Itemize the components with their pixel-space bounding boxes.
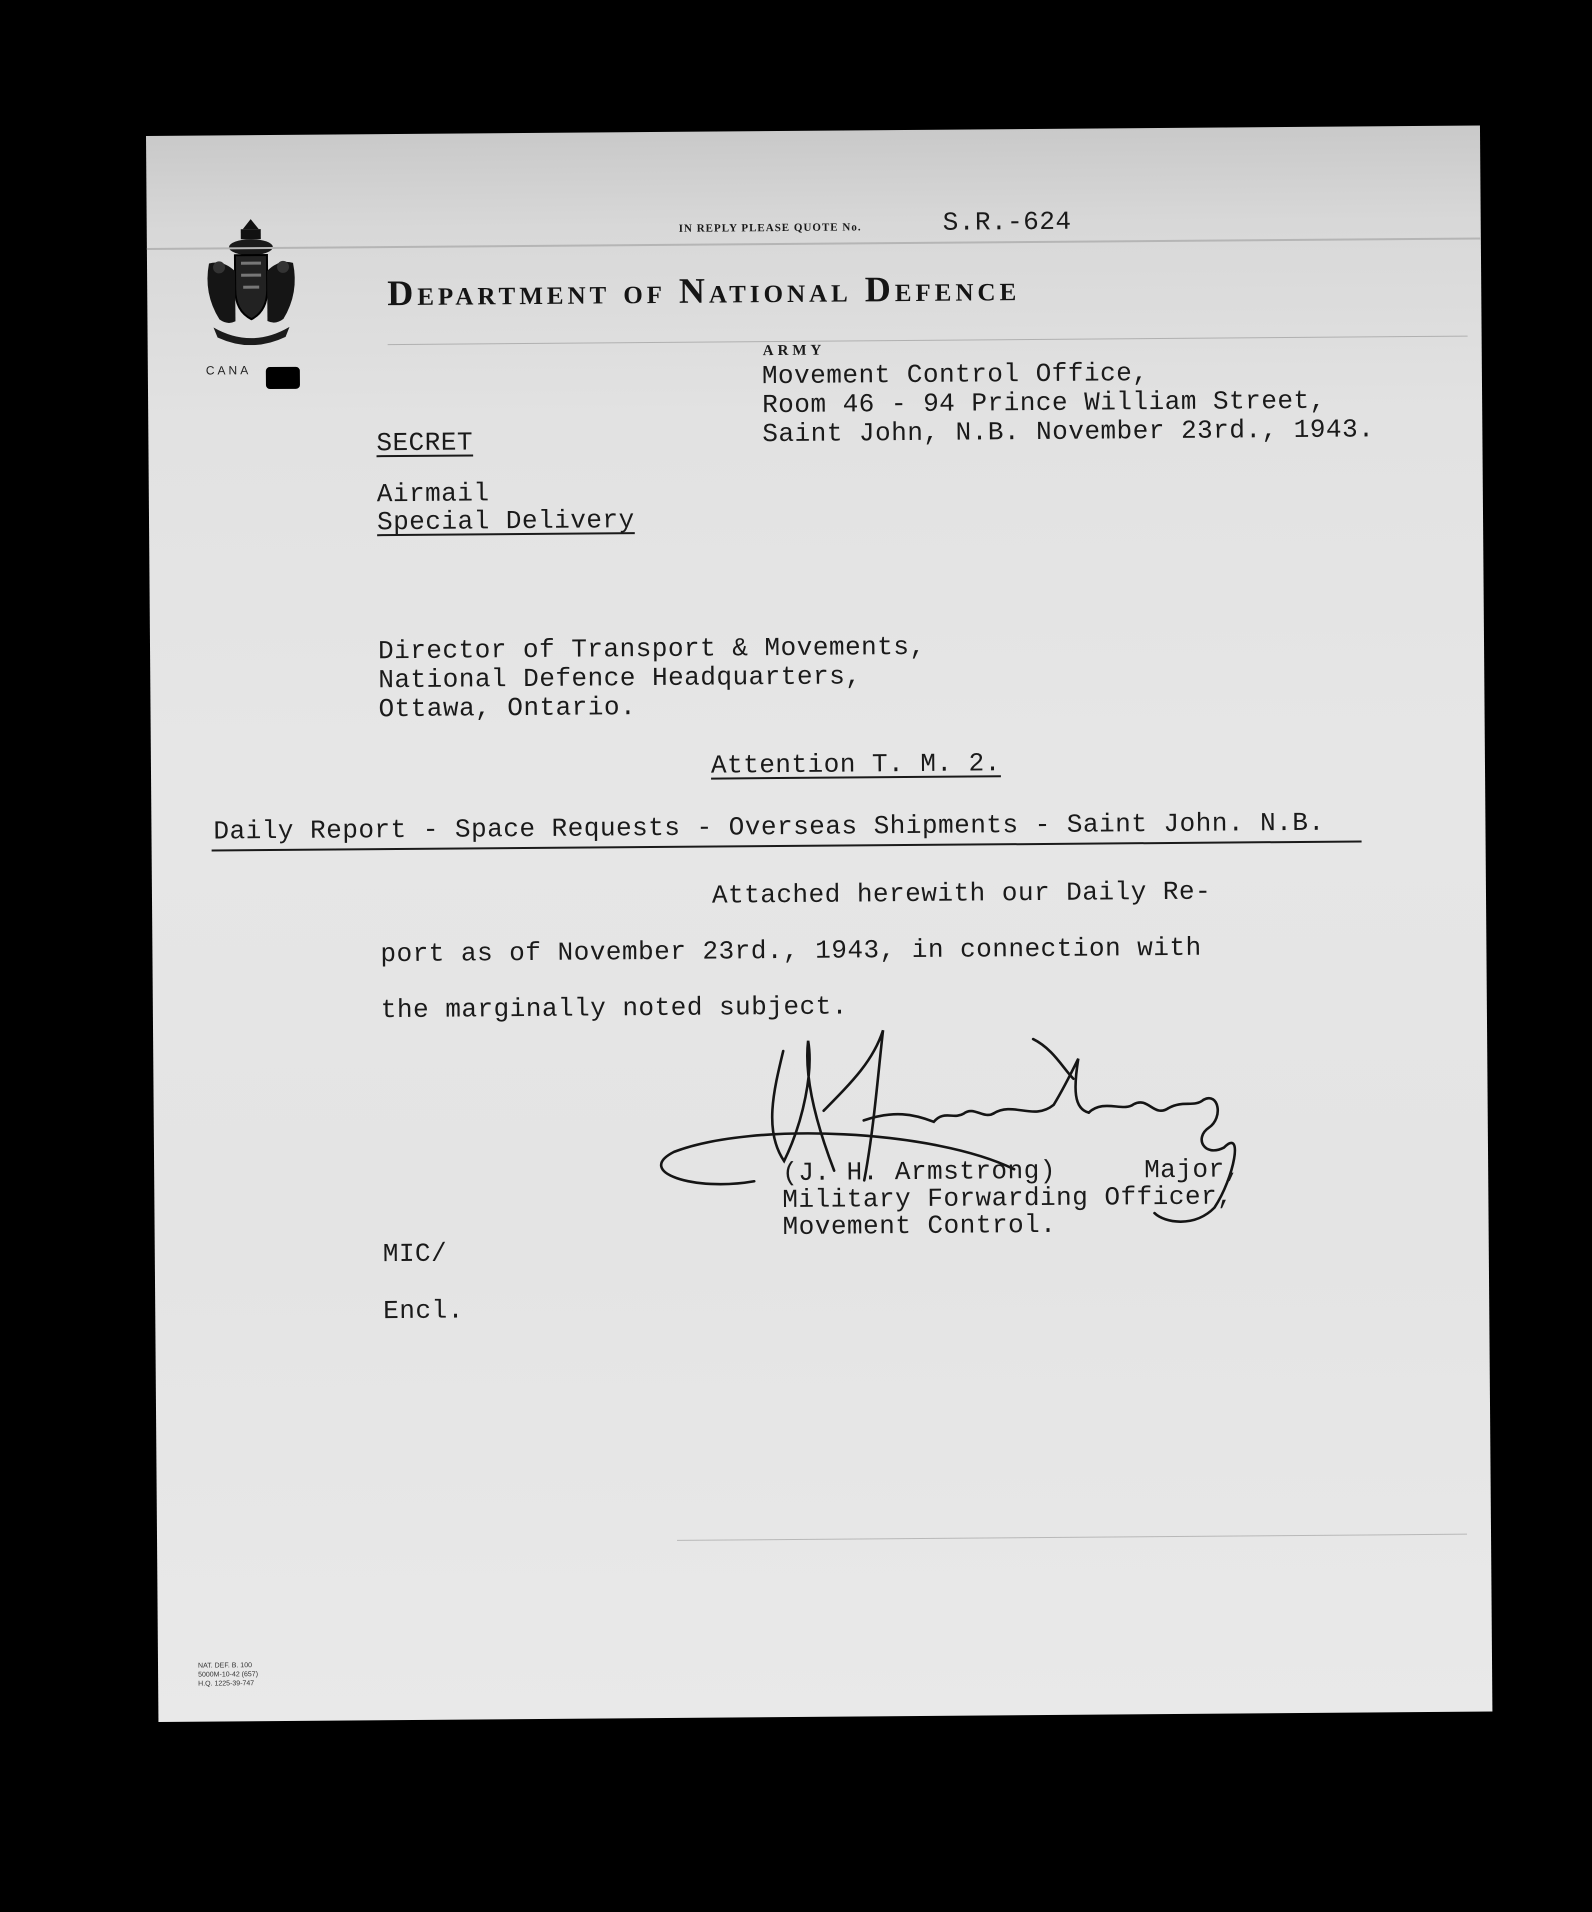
redaction-mark xyxy=(266,367,300,389)
signatory-name: (J. H. Armstrong) xyxy=(782,1155,1057,1189)
header-rule xyxy=(147,238,1481,250)
letter-page xyxy=(146,126,1492,1722)
army-label: ARMY xyxy=(762,342,826,360)
body-line-2: port as of November 23rd., 1943, in connection with xyxy=(380,932,1202,970)
attention-line: Attention T. M. 2. xyxy=(710,748,1001,781)
department-heading: Department of National Defence xyxy=(387,268,1021,314)
body-line-3: the marginally noted subject. xyxy=(380,991,848,1026)
signatory-title-2: Movement Control. xyxy=(782,1209,1057,1243)
office-line-2: Room 46 - 94 Prince William Street, xyxy=(762,385,1326,421)
signatory-title-1: Military Forwarding Officer, xyxy=(782,1181,1234,1216)
body-line-1: Attached herewith our Daily Re- xyxy=(711,876,1212,911)
form-reference: NAT. DEF. B. 100 5000M-10-42 (657) H.Q. 1225-39-747 xyxy=(197,1662,259,1688)
signatory-rank: Major, xyxy=(1144,1154,1241,1186)
canada-label: CANA xyxy=(205,363,252,378)
department-rule xyxy=(388,336,1468,345)
reply-quote-label: IN REPLY PLEASE QUOTE No. xyxy=(678,221,862,235)
bottom-rule xyxy=(677,1534,1467,1541)
addressee-line-2: National Defence Headquarters, xyxy=(378,661,862,696)
secret-marking: SECRET xyxy=(376,427,474,459)
office-line-3-date: Saint John, N.B. November 23rd., 1943. xyxy=(762,414,1375,450)
reference-number: S.R.-624 xyxy=(942,206,1072,238)
special-delivery-marking: Special Delivery xyxy=(376,505,635,538)
addressee-line-1: Director of Transport & Movements, xyxy=(377,631,926,667)
typist-initials: MIC/ xyxy=(382,1238,448,1270)
addressee-line-3: Ottawa, Ontario. xyxy=(378,692,637,725)
enclosure-note: Encl. xyxy=(383,1295,464,1327)
coat-of-arms-icon xyxy=(199,217,304,346)
subject-line: Daily Report - Space Requests - Overseas Shipments - Saint John. N.B. xyxy=(213,807,1325,847)
office-line-1: Movement Control Office, xyxy=(761,358,1149,392)
airmail-marking: Airmail xyxy=(376,478,490,510)
